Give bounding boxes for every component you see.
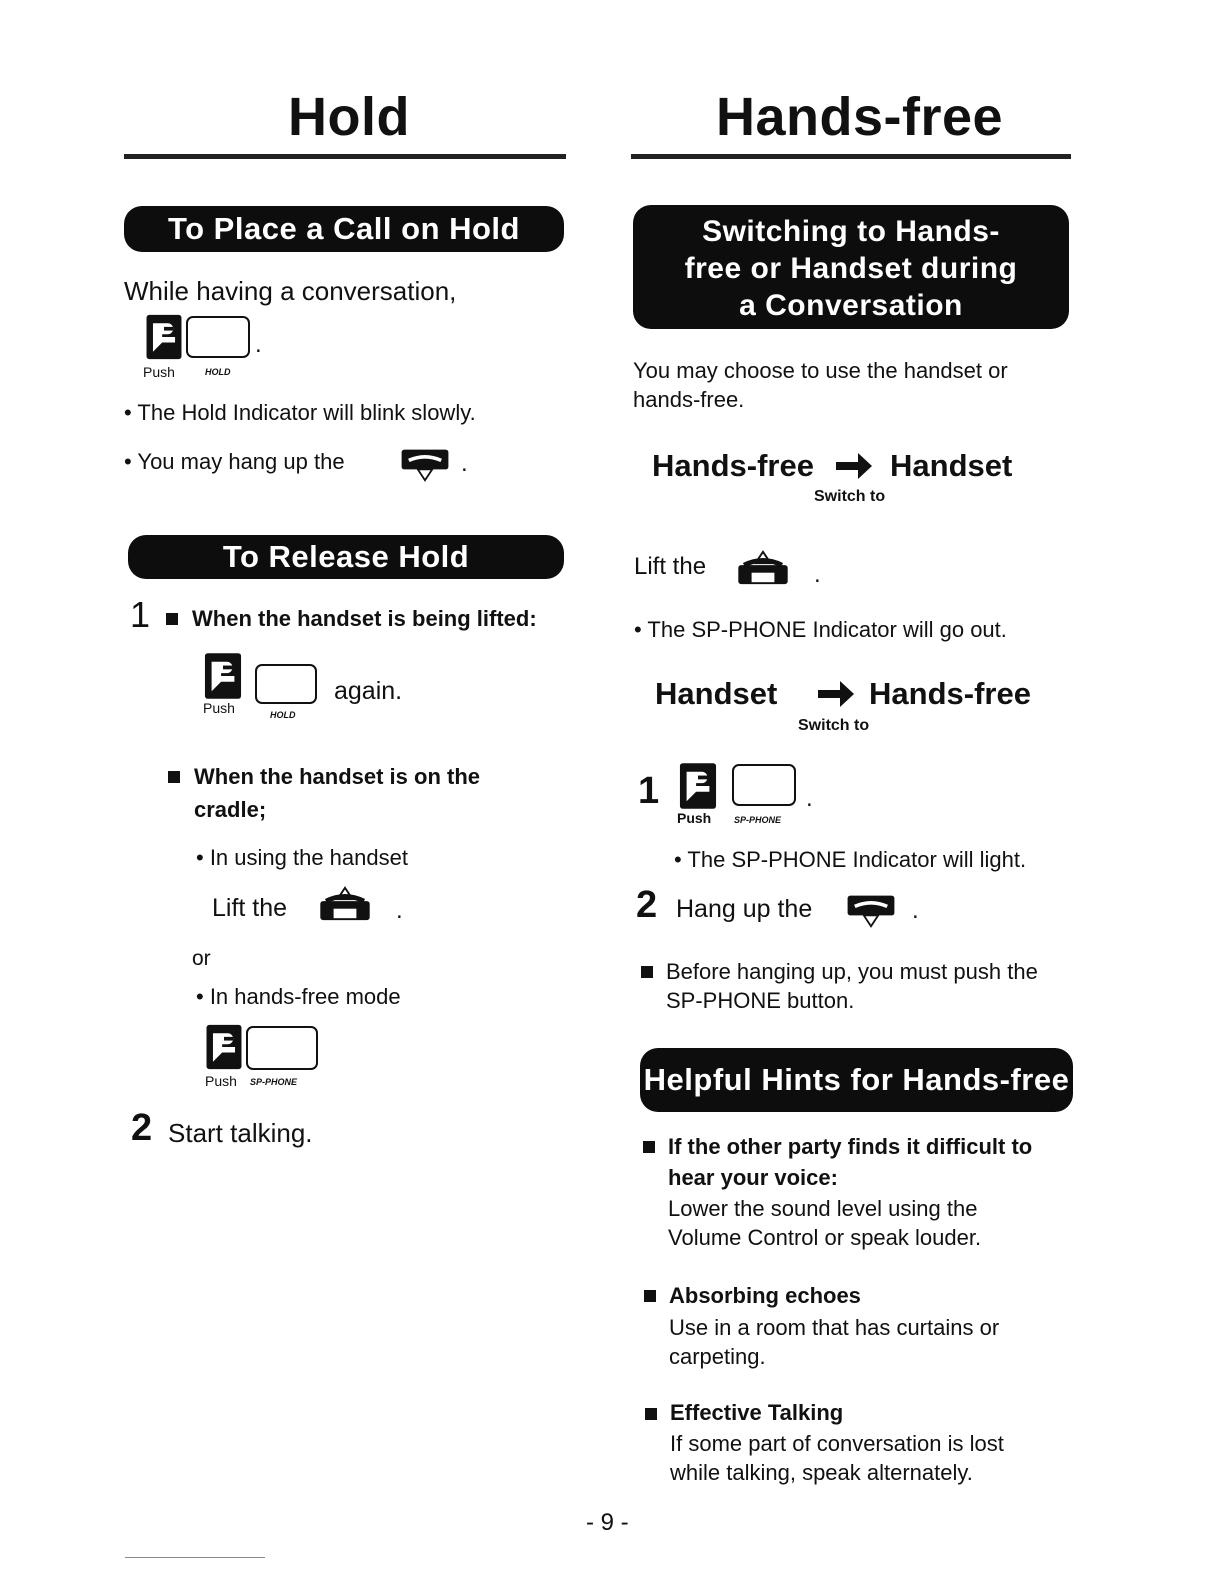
push-finger-icon [204,652,242,700]
case-handset-on-cradle-line2: cradle; [194,797,267,822]
in-using-handset: • In using the handset [196,845,408,870]
step-1-number: 1 [130,594,151,635]
title-rule-right [631,154,1071,159]
square-bullet [641,966,653,978]
hold-key-label: HOLD [270,710,296,720]
choose-text-line1: You may choose to use the handset or [633,358,1008,383]
hint2-heading: Absorbing echoes [669,1283,861,1308]
sp-phone-key-icon [246,1026,318,1070]
title-rule-left [124,154,566,159]
phone-lift-icon [316,884,374,922]
hint1-heading-line2: hear your voice: [668,1165,838,1190]
case-handset-lifted: When the handset is being lifted: [192,606,537,631]
period: . [806,785,813,812]
banner-switching-line2: free or Handset during [684,252,1018,285]
hint1-heading-line1: If the other party finds it difficult to [668,1134,1033,1159]
heading-hf-to-handset-left: Hands-free [652,448,814,483]
square-bullet [644,1290,656,1302]
push-label: Push [203,700,235,716]
hint3-heading: Effective Talking [670,1400,844,1425]
lift-the-text: Lift the [212,894,288,922]
hold-key-icon [186,316,250,358]
hint2-body-line2: carpeting. [669,1344,766,1369]
heading-hf-to-handset-right: Handset [890,448,1013,483]
switch-to-caption: Switch to [798,717,870,734]
start-talking: Start talking. [168,1118,313,1148]
hang-up-text: Hang up the [676,895,813,923]
in-hands-free-mode: • In hands-free mode [196,984,401,1009]
phone-hangup-icon [842,892,900,928]
square-bullet [166,613,178,625]
before-hanging-line1: Before hanging up, you must push the [666,959,1038,984]
heading-handset-to-hf-right: Hands-free [869,676,1031,711]
heading-handset-to-hf-left: Handset [655,676,778,711]
period: . [814,561,821,588]
hold-key-icon [255,664,317,704]
hint3-body-line1: If some part of conversation is lost [670,1431,1004,1456]
push-finger-icon [145,314,183,360]
phone-hangup-icon [396,446,454,482]
square-bullet [643,1141,655,1153]
hint2-body-line1: Use in a room that has curtains or [669,1315,1000,1340]
again-text: again. [334,677,403,705]
step-2-number: 2 [131,1107,153,1149]
arrow-right-icon [832,451,876,481]
square-bullet [645,1408,657,1420]
banner-switching-line1: Switching to Hands- [702,215,1000,248]
bullet-blink: • The Hold Indicator will blink slowly. [124,400,476,425]
banner-switching-line3: a Conversation [739,289,963,322]
sp-phone-key-label: SP-PHONE [250,1077,298,1087]
period: . [396,897,403,924]
page-title-hands-free: Hands-free [716,87,1004,147]
push-label: Push [677,810,712,826]
period: . [912,897,919,924]
footer-line [125,1557,265,1558]
hint1-body-line1: Lower the sound level using the [668,1196,978,1221]
bullet-hangup: • You may hang up the [124,449,345,474]
or-text: or [192,947,211,970]
period: . [255,331,262,358]
lift-the-text: Lift the [634,553,707,580]
sp-indicator-out: • The SP-PHONE Indicator will go out. [634,617,1007,642]
case-handset-on-cradle-line1: When the handset is on the [194,764,481,789]
push-label: Push [205,1073,237,1089]
period: . [461,450,468,477]
sp-phone-key-label: SP-PHONE [734,815,782,825]
banner-switching [633,205,1069,329]
switch-to-caption: Switch to [814,488,886,505]
banner-place-on-hold: To Place a Call on Hold [124,206,564,252]
push-finger-icon [205,1024,243,1070]
while-text: While having a conversation, [124,276,457,306]
banner-release-hold: To Release Hold [128,535,564,579]
page-title-hold: Hold [288,87,410,147]
hint3-body-line2: while talking, speak alternately. [670,1460,973,1485]
banner-helpful-hints: Helpful Hints for Hands-free [640,1048,1073,1112]
push-finger-icon [679,762,717,810]
square-bullet [168,771,180,783]
before-hanging-line2: SP-PHONE button. [666,988,855,1013]
phone-lift-icon [734,548,792,586]
step-2-number: 2 [636,884,658,926]
page-number: - 9 - [586,1509,629,1536]
sp-indicator-light: • The SP-PHONE Indicator will light. [674,847,1027,872]
step-1-number: 1 [638,770,660,812]
sp-phone-key-icon [732,764,796,806]
arrow-right-icon [814,679,858,709]
hint1-body-line2: Volume Control or speak louder. [668,1225,982,1250]
push-label: Push [143,364,175,380]
choose-text-line2: hands-free. [633,387,745,412]
hold-key-label: HOLD [205,367,231,377]
